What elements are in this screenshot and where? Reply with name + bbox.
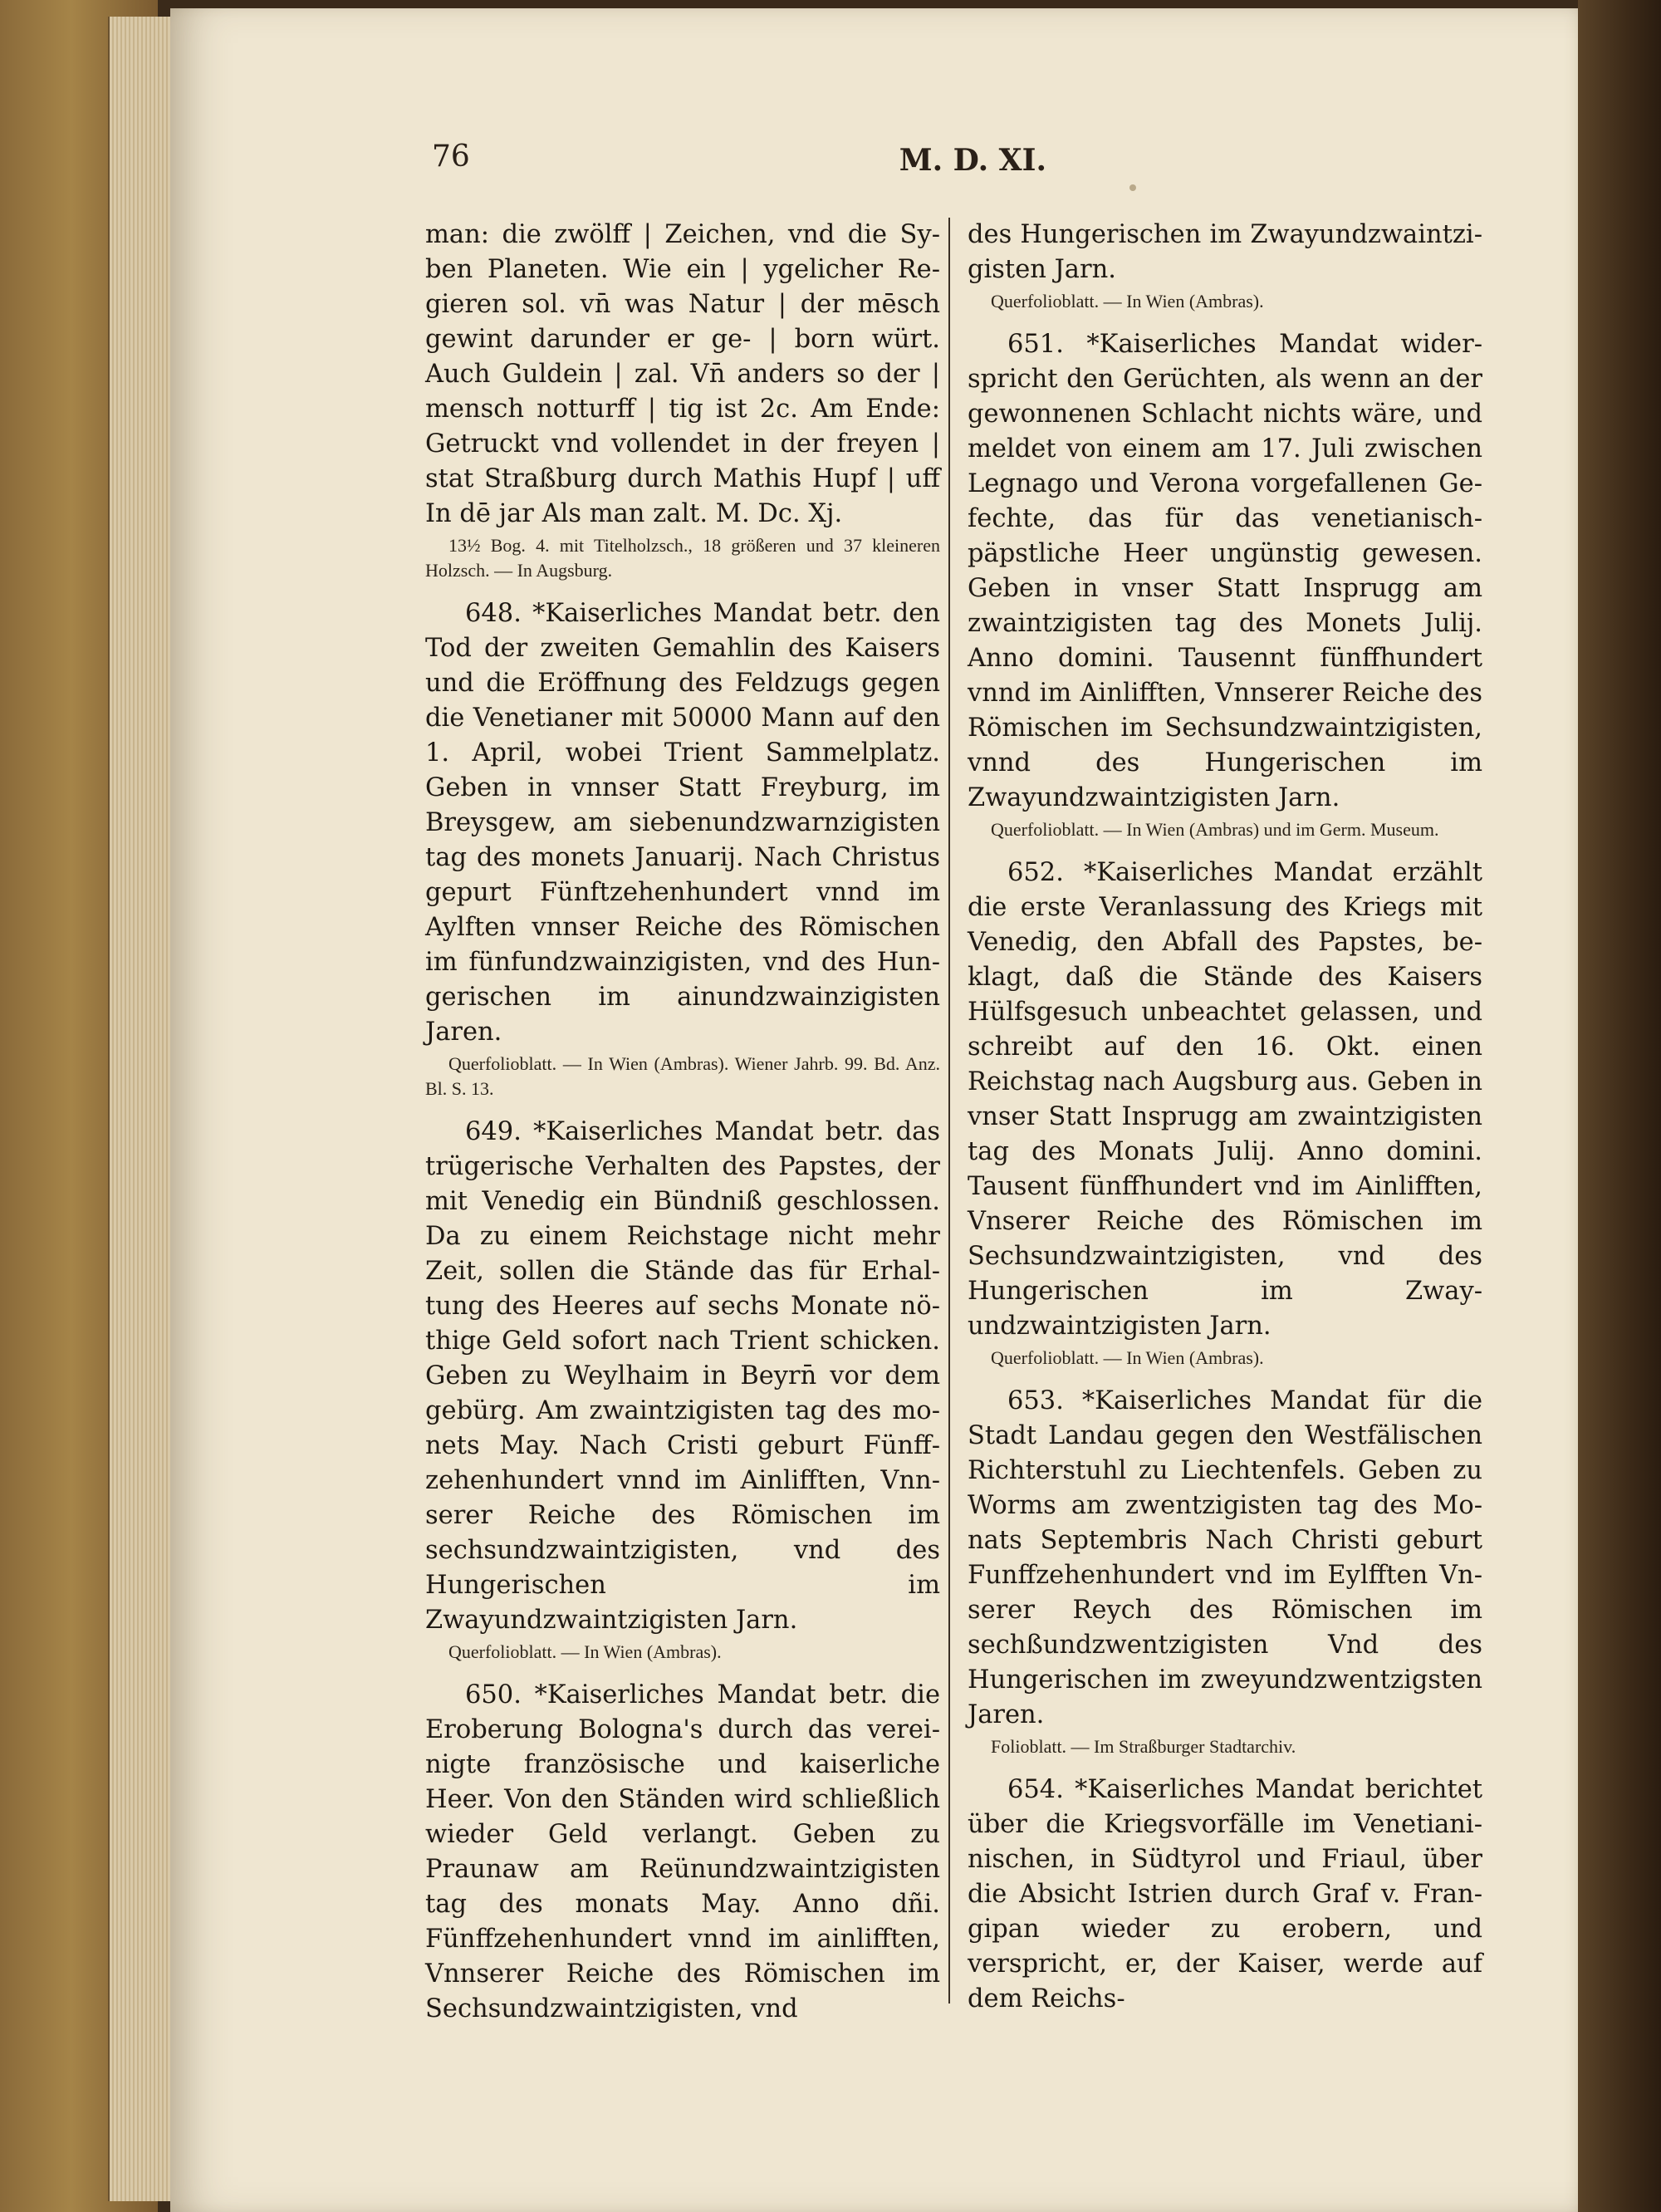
right-entry-text: 654. *Kaiserliches Mandat berichtet über die Kriegsvorfälle im Venetianinischen, in Südtyrol und Friaul, über die Absicht Istrien durch Graf v. Frangipan wieder zu erobern, und verspricht, er, der Kaiser, werde auf dem Reichs- — [968, 1775, 1482, 2013]
left-source-note: 13½ Bog. 4. mit Titelholzsch., 18 größeren und 37 kleineren Holzsch. — In Augsburg. — [425, 535, 940, 581]
right-entry-text: 652. *Kaiserliches Mandat erzählt die erste Veranlassung des Kriegs mit Venedig, den Abfall des Papstes, beklagt, daß die Stände des Kaisers Hülfsgesuch unbeachtet gelassen, und schreibt auf den 16. Okt. einen Reichstag nach Augsburg aus. Geben in vnser Statt Insprugg am zwaintzigisten tag des Monats Julij. Anno domini. Tausent fünffhundert vnd im Ainlifften, Vnserer Reiche des Römischen im Sechsundzwaintzigisten, vnd des Hungerischen im Zwayundzwaintzigisten Jarn. — [968, 858, 1482, 1341]
right-source-note: Querfolioblatt. — In Wien (Ambras). — [991, 291, 1264, 311]
page-stack-edge — [108, 17, 176, 2201]
right-entry-text: 651. *Kaiserliches Mandat widerspricht den Gerüchten, als wenn an der gewonnenen Schlacht nichts wäre, und meldet von einem am 17. Juli zwischen Legnago und Verona vorgefallenen Gefechte, das für das venetianisch-päpstliche Heer ungünstig gewesen. Geben in vnser Statt Insprugg am zwaintzigisten tag des Monets Julij. Anno domini. Tausennt fünffhundert vnnd im Ainlifften, Vnnserer Reiche des Römischen im Sechsundzwaintzigisten, vnnd des Hungerischen im Zwayundzwaintzigisten Jarn. — [968, 330, 1482, 812]
right-column — [968, 218, 1482, 2017]
right-source-note: Querfolioblatt. — In Wien (Ambras). — [991, 1347, 1264, 1368]
book-cover-right — [1578, 0, 1661, 2212]
right-entry-text: 653. *Kaiserliches Mandat für die Stadt Landau gegen den Westfälischen Richterstuhl zu Liechtenfels. Geben zu Worms am zwentzigisten tag des Monats Septembris Nach Christi geburt Funffzehenhundert vnd im Eylfften Vnserer Reych des Römischen im sechßundzwentzigisten Vnd des Hungerischen im zweyundzwentzigsten Jaren. — [968, 1386, 1482, 1729]
left-entry-text: 648. *Kaiserliches Mandat betr. den Tod der zweiten Gemahlin des Kaisers und die Eröffnung des Feldzugs gegen die Venetianer mit 50000 Mann auf den 1. April, wobei Trient Sammelplatz. Geben in vnnser Statt Freyburg, im Breysgew, am siebenundzwarnzigisten tag des monets Januarij. Nach Christus gepurt Fünftzehenhundert vnnd im Aylften vnnser Reiche des Römischen im fünfundzwainzigisten, vnd des Hungerischen im ainundzwainzigisten Jaren. — [425, 599, 940, 1047]
page-header — [432, 140, 1046, 189]
left-entry-text: 650. *Kaiserliches Mandat betr. die Eroberung Bologna's durch das vereinigte französische und kaiserliche Heer. Von den Ständen wird schließlich wieder Geld verlangt. Geben zu Praunaw am Reünundzwaintzigisten tag des monats May. Anno dñi. Fünffzehenhundert vnnd im ainlifften, Vnnserer Reiche des Römischen im Sechsundzwaintzigisten, vnd — [425, 1680, 940, 2023]
right-entry-text: des Hungerischen im Zwayundzwaintzigisten Jarn. — [968, 220, 1482, 284]
left-column — [425, 218, 940, 2027]
left-source-note: Querfolioblatt. — In Wien (Ambras). — [448, 1641, 722, 1662]
right-source-note: Querfolioblatt. — In Wien (Ambras) und im Germ. Museum. — [991, 819, 1439, 840]
running-head: M. D. XI. — [899, 143, 1046, 178]
paper-spot — [1129, 184, 1136, 191]
right-source-note: Folioblatt. — Im Straßburger Stadtarchiv. — [991, 1736, 1296, 1757]
left-entry-text: man: die zwölff | Zeichen, vnd die Syben Planeten. Wie ein | ygelicher Regieren sol. vn̄ was Natur | der mēsch gewint darunder er ge- | born würt. Auch Guldein | zal. Vn̄ anders so der | mensch notturff | tig ist 2c. Am Ende: Getruckt vnd vollendet in der freyen | stat Straßburg durch Mathis Hupf | uff In dē jar Als man zalt. M. Dc. Xj. — [425, 220, 940, 528]
left-entry-text: 649. *Kaiserliches Mandat betr. das trügerische Verhalten des Papstes, der mit Venedig ein Bündniß geschlossen. Da zu einem Reichstage nicht mehr Zeit, sollen die Stände das für Erhaltung des Heeres auf sechs Monate nöthige Geld sofort nach Trient schicken. Geben zu Weylhaim in Beyrn̄ vor dem gebürg. Am zwaintzigisten tag des monets May. Nach Cristi geburt Fünffzehenhundert vnnd im Ainlifften, Vnnserer Reiche des Römischen im sechsundzwaintzigisten, vnd des Hungerischen im Zwayundzwaintzigisten Jarn. — [425, 1117, 940, 1635]
page-number: 76 — [432, 140, 470, 174]
column-divider — [948, 218, 950, 2004]
left-source-note: Querfolioblatt. — In Wien (Ambras). Wiener Jahrb. 99. Bd. Anz. Bl. S. 13. — [425, 1053, 940, 1099]
